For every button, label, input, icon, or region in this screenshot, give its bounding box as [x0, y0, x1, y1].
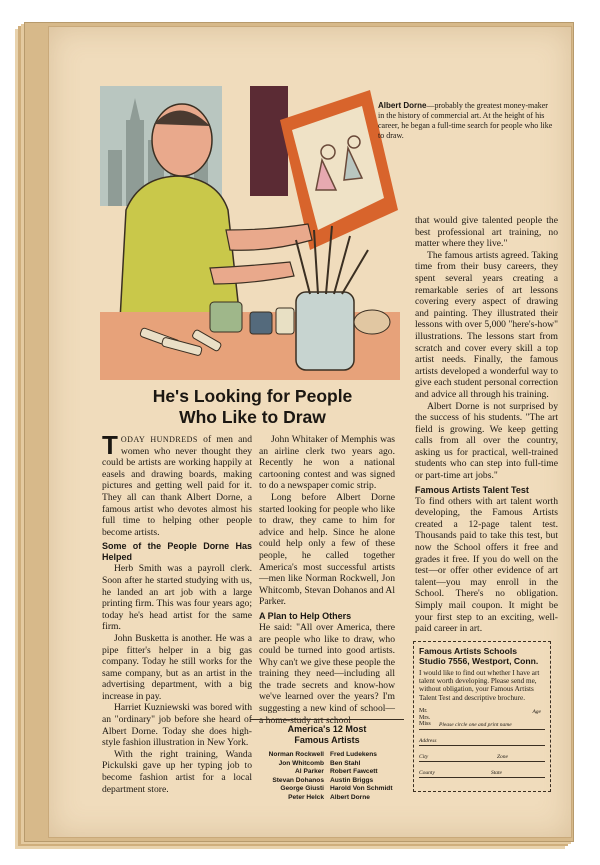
col3-paragraph-1: that would give talented people the best professional art training, no matter where they live.": [415, 215, 558, 250]
col3-paragraph-2: The famous artists agreed. Taking time from their busy careers, they spent several years creating a remarkable series of art lessons covering every aspect of drawing and painting. They illustrated their lessons with over 5,000 "here's-how" illustrations. The lessons start from scratch and cover every skill a top artist needs. Finally, the famous artists developed a wonderful way to give each student personal correction and advice all through his training.: [415, 249, 558, 400]
artist-name: Norman Rockwell: [268, 751, 324, 758]
artists-right: [330, 751, 404, 803]
subhead-people-helped: Some of the People Dorne Has Helped: [102, 541, 252, 563]
coupon-title-1: Famous Artists Schools: [419, 646, 518, 656]
article-column-3: [415, 215, 558, 635]
headline: [100, 386, 405, 428]
col1-paragraph-3: John Busketta is another. He was a pipe fitter's helper in a big gas company. Today he still works for the same company, but as an artist in the advertising department, with a big increase in pay.: [102, 632, 252, 702]
city-label: City: [419, 753, 429, 760]
age-label: Age: [532, 708, 541, 715]
albert-dorne-illustration: [100, 80, 400, 380]
col2-paragraph-1: John Whitaker of Memphis was an airline clerk two years ago. Recently he won a national cartooning contest and was signed to do a newspaper comic strip.: [259, 434, 395, 492]
artists-left: [250, 751, 324, 803]
artist-name: Al Parker: [295, 768, 324, 776]
col1-paragraph-5: With the right training, Wanda Pickulski gave up her typing job to become fashion artist for a local department store.: [102, 748, 252, 795]
famous-artists-box: [250, 719, 404, 803]
col1-paragraph-1: [102, 430, 253, 538]
illustration-caption: [378, 101, 556, 141]
divider: [250, 719, 404, 720]
state-label: State: [491, 769, 502, 776]
artists-list: [250, 751, 404, 803]
caption-text: —probably the greatest money-maker in the history of commercial art. At the height of his career, he began a full-time search for people who like to draw.: [378, 101, 553, 140]
subhead-plan: A Plan to Help Others: [259, 610, 352, 621]
address-field[interactable]: [419, 735, 545, 746]
drop-cap: T: [102, 430, 118, 460]
col3-paragraph-4: To find others with art talent worth developing, the Famous Artists created a 12-page talent test. Thousands paid to take this test, but now the School offers it free and grades it free. If you do well on the test—or offer other evidence of art talent—you may enroll in the School. There's no obligation. Simply mail coupon. It might be your first step to an exciting, well-paid career in art.: [415, 495, 558, 635]
famous-title-2: Famous Artists: [294, 735, 360, 745]
article-column-2: [259, 434, 395, 726]
subhead-talent-test: Famous Artists Talent Test: [415, 484, 529, 495]
article-column-1: [102, 430, 253, 795]
artist-name: Fred Ludekens: [330, 751, 377, 758]
coupon-body: I would like to find out whether I have art talent worth developing. Please send me, without obligation, your Famous Artists Talent Test and descriptive brochure.: [419, 669, 540, 702]
artist-name: Peter Helck: [288, 793, 324, 801]
mail-coupon[interactable]: [413, 641, 551, 792]
county-label: County: [419, 769, 435, 776]
col1-p1-text: of men and women who never thought they could be artists are working happily at easels and drawing boards, making pictures and getting well paid for it. They all can thank Albert Dorne, a famous artist who devotes almost his full time to helping other people become artists.: [102, 434, 253, 538]
caption-name: Albert Dorne: [378, 101, 427, 110]
address-label: Address: [419, 737, 437, 744]
city-field[interactable]: [419, 751, 545, 762]
col3-paragraph-3: Albert Dorne is not surprised by the success of his students. "The art field is growing. We keep getting calls from all over the country, asking us for practical, well-trained students who can step into full-time or part-time art jobs.": [415, 400, 558, 482]
county-field[interactable]: [419, 767, 545, 778]
please-circle: Please circle one and print name: [439, 721, 512, 728]
artist-name: George Giusti: [280, 785, 324, 793]
col1-paragraph-2: Herb Smith was a payroll clerk. Soon after he started studying with us, he landed an art job with a large printing firm. This was four years ago; today he's head artist for the same firm.: [102, 563, 252, 633]
headline-line-2: Who Like to Draw: [179, 407, 326, 427]
headline-line-1: He's Looking for People: [152, 386, 353, 406]
salutations: Mr. Mrs. Miss: [419, 708, 431, 728]
col2-paragraph-3: He said: "All over America, there are people who like to draw, who could be turned into good artists. Why can't we give these people the training they need—including all the trade secrets and know-how we've learned over the years? I'm suggesting a new kind of school—a home-study art school: [259, 621, 395, 726]
zone-label: Zone: [497, 753, 508, 760]
artist-name: Jon Whitcomb: [278, 759, 324, 767]
famous-title-1: America's 12 Most: [287, 724, 367, 734]
coupon-title-2: Studio 7556, Westport, Conn.: [419, 656, 539, 666]
artist-name: Robert Fawcett: [330, 768, 378, 776]
artist-name: Austin Briggs: [330, 776, 374, 784]
curtain: [250, 86, 288, 196]
artist-name: Ben Stahl: [330, 759, 361, 767]
name-field[interactable]: [419, 707, 545, 730]
artist-name: Albert Dorne: [330, 793, 370, 801]
artist-name: Harold Von Schmidt: [330, 785, 393, 793]
col1-paragraph-4: Harriet Kuzniewski was bored with an "ordinary" job before she heard of Albert Dorne. Today she does high-style fashion illustration in New York.: [102, 702, 252, 749]
lead-caps: ODAY HUNDREDS: [120, 435, 198, 444]
col2-paragraph-2: Long before Albert Dorne started looking for people who like to draw, they came to him for advice and help. Since he alone could help only a few of these people, he called together America's most successful artists—men like Norman Rockwell, Jon Whitcomb, Stevan Dohanos and Al Parker.: [259, 491, 395, 608]
artist-name: Stevan Dohanos: [272, 776, 324, 784]
